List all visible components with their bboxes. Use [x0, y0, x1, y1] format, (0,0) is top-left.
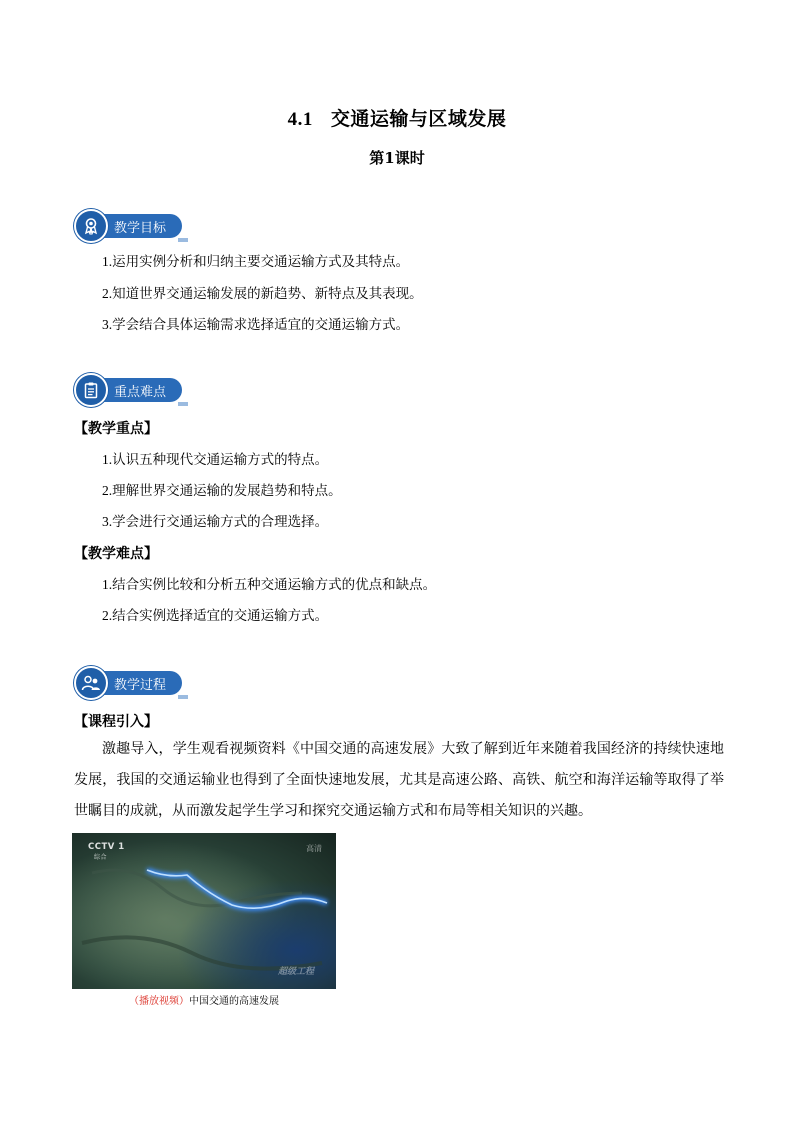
goal-item: 2.知道世界交通运输发展的新趋势、新特点及其表现。: [102, 286, 423, 302]
focus-item: 1.认识五种现代交通运输方式的特点。: [102, 452, 329, 468]
award-ribbon-icon: [74, 209, 108, 243]
goal-item: 1.运用实例分析和归纳主要交通运输方式及其特点。: [102, 254, 410, 270]
channel-logo: CCTV 1 综合: [88, 842, 125, 861]
hd-label: 高清: [306, 844, 322, 853]
section-title: 教学过程: [98, 671, 182, 695]
focus-item: 2.理解世界交通运输的发展趋势和特点。: [102, 483, 342, 499]
lesson-number: 4.1: [287, 109, 313, 130]
intro-heading: 【课程引入】: [74, 714, 158, 730]
focus-item: 3.学会进行交通运输方式的合理选择。: [102, 514, 329, 530]
difficulty-item: 1.结合实例比较和分析五种交通运输方式的优点和缺点。: [102, 577, 437, 593]
section-badge-keypoints: [74, 375, 182, 405]
section-badge-goals: [74, 211, 182, 241]
section-title: 重点难点: [98, 378, 182, 402]
goal-item: 3.学会结合具体运输需求选择适宜的交通运输方式。: [102, 317, 410, 333]
watermark: 超级工程: [277, 967, 314, 977]
document-title: [0, 104, 794, 131]
play-video-label[interactable]: （播放视频）: [129, 996, 189, 1007]
people-icon: [74, 666, 108, 700]
lesson-title: 交通运输与区域发展: [330, 108, 507, 130]
focus-heading: 【教学重点】: [74, 421, 158, 437]
video-caption: （播放视频）中国交通的高速发展: [129, 996, 279, 1007]
video-thumbnail[interactable]: [72, 833, 336, 989]
section-title: 教学目标: [98, 214, 182, 238]
clipboard-icon: [74, 373, 108, 407]
section-badge-process: [74, 668, 182, 698]
difficulty-heading: 【教学难点】: [74, 546, 158, 562]
difficulty-item: 2.结合实例选择适宜的交通运输方式。: [102, 608, 329, 624]
intro-paragraph: 激趣导入，学生观看视频资料《中国交通的高速发展》大致了解到近年来随着我国经济的持续快速地发展，我国的交通运输业也得到了全面快速地发展，尤其是高速公路、高铁、航空和海洋运输等取得了举世瞩目的成就，从而激发起学生学习和探究交通运输方式和布局等相关知识的兴趣。: [74, 741, 724, 819]
lesson-subtitle: 第1课时: [369, 149, 425, 167]
